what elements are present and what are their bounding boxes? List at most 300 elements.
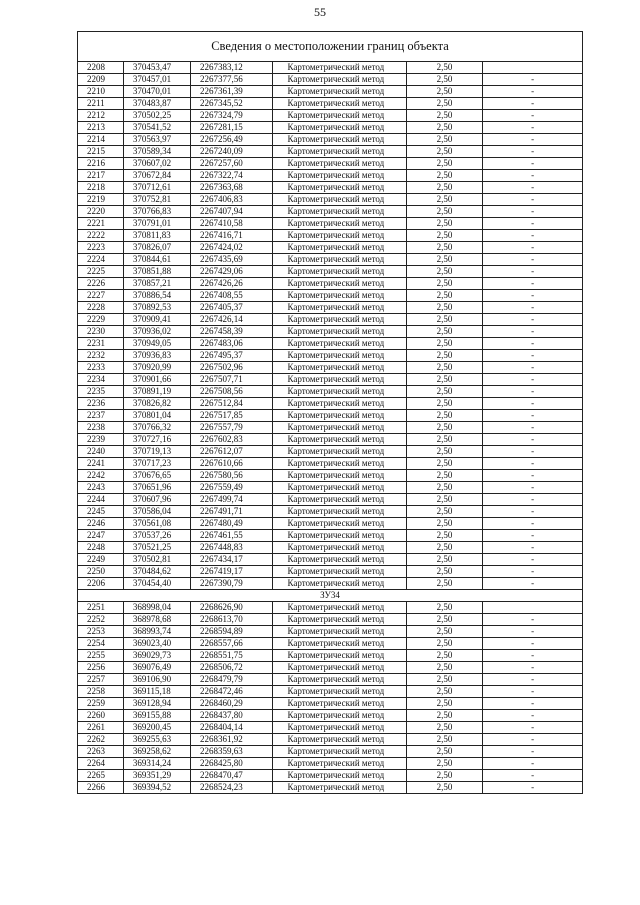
- precision-cell: 2,50: [406, 578, 482, 590]
- y-coordinate-cell: 2267322,74: [191, 170, 273, 182]
- y-coordinate-cell: 2267448,83: [191, 542, 273, 554]
- description-cell: -: [483, 98, 583, 110]
- table-row: [78, 146, 583, 158]
- table-row: [78, 86, 583, 98]
- point-number-cell: 2228: [78, 302, 124, 314]
- point-number-cell: 2263: [78, 746, 124, 758]
- point-number-cell: 2227: [78, 290, 124, 302]
- method-cell: Картометрический метод: [273, 62, 406, 74]
- x-coordinate-cell: 370537,26: [123, 530, 190, 542]
- y-coordinate-cell: 2267434,17: [191, 554, 273, 566]
- description-cell: -: [483, 782, 583, 794]
- x-coordinate-cell: 370920,99: [123, 362, 190, 374]
- point-number-cell: 2245: [78, 506, 124, 518]
- table-row: [78, 314, 583, 326]
- point-number-cell: 2217: [78, 170, 124, 182]
- precision-cell: 2,50: [406, 410, 482, 422]
- y-coordinate-cell: 2267610,66: [191, 458, 273, 470]
- table-row: [78, 386, 583, 398]
- y-coordinate-cell: 2267408,55: [191, 290, 273, 302]
- precision-cell: 2,50: [406, 338, 482, 350]
- x-coordinate-cell: 370936,02: [123, 326, 190, 338]
- table-row: [78, 662, 583, 674]
- method-cell: Картометрический метод: [273, 638, 406, 650]
- title-row: [78, 32, 583, 62]
- precision-cell: 2,50: [406, 614, 482, 626]
- method-cell: Картометрический метод: [273, 206, 406, 218]
- boundary-coordinates-table: [77, 31, 583, 794]
- y-coordinate-cell: 2268613,70: [191, 614, 273, 626]
- y-coordinate-cell: 2267499,74: [191, 494, 273, 506]
- description-cell: -: [483, 218, 583, 230]
- y-coordinate-cell: 2267390,79: [191, 578, 273, 590]
- y-coordinate-cell: 2267324,79: [191, 110, 273, 122]
- method-cell: Картометрический метод: [273, 362, 406, 374]
- description-cell: -: [483, 446, 583, 458]
- y-coordinate-cell: 2268594,89: [191, 626, 273, 638]
- x-coordinate-cell: 369155,88: [123, 710, 190, 722]
- x-coordinate-cell: 369076,49: [123, 662, 190, 674]
- table-row: [78, 722, 583, 734]
- y-coordinate-cell: 2267480,49: [191, 518, 273, 530]
- description-cell: -: [483, 506, 583, 518]
- description-cell: -: [483, 614, 583, 626]
- method-cell: Картометрический метод: [273, 530, 406, 542]
- table-row: [78, 254, 583, 266]
- precision-cell: 2,50: [406, 494, 482, 506]
- point-number-cell: 2206: [78, 578, 124, 590]
- table-row: [78, 338, 583, 350]
- description-cell: -: [483, 710, 583, 722]
- precision-cell: 2,50: [406, 746, 482, 758]
- x-coordinate-cell: 370676,65: [123, 470, 190, 482]
- x-coordinate-cell: 370901,66: [123, 374, 190, 386]
- description-cell: -: [483, 518, 583, 530]
- method-cell: Картометрический метод: [273, 518, 406, 530]
- description-cell: -: [483, 434, 583, 446]
- precision-cell: 2,50: [406, 98, 482, 110]
- method-cell: Картометрический метод: [273, 230, 406, 242]
- x-coordinate-cell: 370851,88: [123, 266, 190, 278]
- y-coordinate-cell: 2268404,14: [191, 722, 273, 734]
- table-row: [78, 446, 583, 458]
- x-coordinate-cell: 369115,18: [123, 686, 190, 698]
- method-cell: Картометрический метод: [273, 146, 406, 158]
- table-row: [78, 602, 583, 614]
- point-number-cell: 2262: [78, 734, 124, 746]
- precision-cell: 2,50: [406, 194, 482, 206]
- x-coordinate-cell: 370857,21: [123, 278, 190, 290]
- method-cell: Картометрический метод: [273, 278, 406, 290]
- method-cell: Картометрический метод: [273, 758, 406, 770]
- y-coordinate-cell: 2267458,39: [191, 326, 273, 338]
- table-row: [78, 506, 583, 518]
- table-row: [78, 218, 583, 230]
- point-number-cell: 2209: [78, 74, 124, 86]
- description-cell: -: [483, 194, 583, 206]
- description-cell: -: [483, 554, 583, 566]
- method-cell: Картометрический метод: [273, 350, 406, 362]
- point-number-cell: 2222: [78, 230, 124, 242]
- x-coordinate-cell: 370826,82: [123, 398, 190, 410]
- precision-cell: 2,50: [406, 458, 482, 470]
- point-number-cell: 2229: [78, 314, 124, 326]
- table-row: [78, 266, 583, 278]
- precision-cell: 2,50: [406, 170, 482, 182]
- y-coordinate-cell: 2268626,90: [191, 602, 273, 614]
- table-body: [78, 32, 583, 794]
- precision-cell: 2,50: [406, 362, 482, 374]
- precision-cell: 2,50: [406, 542, 482, 554]
- table-row: [78, 782, 583, 794]
- point-number-cell: 2244: [78, 494, 124, 506]
- point-number-cell: 2208: [78, 62, 124, 74]
- x-coordinate-cell: 370589,34: [123, 146, 190, 158]
- precision-cell: 2,50: [406, 662, 482, 674]
- x-coordinate-cell: 370766,83: [123, 206, 190, 218]
- description-cell: -: [483, 290, 583, 302]
- x-coordinate-cell: 370712,61: [123, 182, 190, 194]
- point-number-cell: 2239: [78, 434, 124, 446]
- x-coordinate-cell: 369200,45: [123, 722, 190, 734]
- y-coordinate-cell: 2267256,49: [191, 134, 273, 146]
- point-number-cell: 2265: [78, 770, 124, 782]
- point-number-cell: 2231: [78, 338, 124, 350]
- x-coordinate-cell: 370892,53: [123, 302, 190, 314]
- x-coordinate-cell: 370453,47: [123, 62, 190, 74]
- y-coordinate-cell: 2268425,80: [191, 758, 273, 770]
- description-cell: -: [483, 266, 583, 278]
- y-coordinate-cell: 2267602,83: [191, 434, 273, 446]
- point-number-cell: 2256: [78, 662, 124, 674]
- method-cell: Картометрический метод: [273, 554, 406, 566]
- x-coordinate-cell: 369255,63: [123, 734, 190, 746]
- x-coordinate-cell: 370826,07: [123, 242, 190, 254]
- description-cell: -: [483, 74, 583, 86]
- description-cell: -: [483, 422, 583, 434]
- description-cell: -: [483, 242, 583, 254]
- point-number-cell: 2261: [78, 722, 124, 734]
- precision-cell: 2,50: [406, 206, 482, 218]
- method-cell: Картометрический метод: [273, 74, 406, 86]
- precision-cell: 2,50: [406, 278, 482, 290]
- table-row: [78, 434, 583, 446]
- x-coordinate-cell: 370454,40: [123, 578, 190, 590]
- method-cell: Картометрический метод: [273, 770, 406, 782]
- x-coordinate-cell: 368993,74: [123, 626, 190, 638]
- point-number-cell: 2214: [78, 134, 124, 146]
- method-cell: Картометрический метод: [273, 86, 406, 98]
- precision-cell: 2,50: [406, 86, 482, 98]
- method-cell: Картометрический метод: [273, 338, 406, 350]
- point-number-cell: 2246: [78, 518, 124, 530]
- point-number-cell: 2264: [78, 758, 124, 770]
- table-row: [78, 482, 583, 494]
- table-row: [78, 158, 583, 170]
- precision-cell: 2,50: [406, 314, 482, 326]
- x-coordinate-cell: 370791,01: [123, 218, 190, 230]
- table-row: [78, 566, 583, 578]
- method-cell: Картометрический метод: [273, 698, 406, 710]
- description-cell: -: [483, 302, 583, 314]
- point-number-cell: 2212: [78, 110, 124, 122]
- point-number-cell: 2219: [78, 194, 124, 206]
- y-coordinate-cell: 2267383,12: [191, 62, 273, 74]
- precision-cell: 2,50: [406, 374, 482, 386]
- table-row: [78, 122, 583, 134]
- y-coordinate-cell: 2267281,15: [191, 122, 273, 134]
- x-coordinate-cell: 370717,23: [123, 458, 190, 470]
- x-coordinate-cell: 370844,61: [123, 254, 190, 266]
- precision-cell: 2,50: [406, 470, 482, 482]
- x-coordinate-cell: 370561,08: [123, 518, 190, 530]
- y-coordinate-cell: 2267461,55: [191, 530, 273, 542]
- table-row: [78, 110, 583, 122]
- description-cell: [483, 62, 583, 74]
- precision-cell: 2,50: [406, 734, 482, 746]
- y-coordinate-cell: 2267517,85: [191, 410, 273, 422]
- x-coordinate-cell: 370909,41: [123, 314, 190, 326]
- x-coordinate-cell: 370484,62: [123, 566, 190, 578]
- x-coordinate-cell: 370607,96: [123, 494, 190, 506]
- point-number-cell: 2223: [78, 242, 124, 254]
- method-cell: Картометрический метод: [273, 290, 406, 302]
- point-number-cell: 2230: [78, 326, 124, 338]
- description-cell: -: [483, 230, 583, 242]
- y-coordinate-cell: 2267557,79: [191, 422, 273, 434]
- table-row: [78, 278, 583, 290]
- precision-cell: 2,50: [406, 446, 482, 458]
- description-cell: -: [483, 278, 583, 290]
- x-coordinate-cell: 369128,94: [123, 698, 190, 710]
- x-coordinate-cell: 369029,73: [123, 650, 190, 662]
- table-row: [78, 98, 583, 110]
- table-row: [78, 290, 583, 302]
- precision-cell: 2,50: [406, 638, 482, 650]
- x-coordinate-cell: 368978,68: [123, 614, 190, 626]
- precision-cell: 2,50: [406, 422, 482, 434]
- x-coordinate-cell: 370483,87: [123, 98, 190, 110]
- precision-cell: 2,50: [406, 506, 482, 518]
- method-cell: Картометрический метод: [273, 110, 406, 122]
- description-cell: -: [483, 662, 583, 674]
- method-cell: Картометрический метод: [273, 302, 406, 314]
- description-cell: -: [483, 578, 583, 590]
- point-number-cell: 2238: [78, 422, 124, 434]
- y-coordinate-cell: 2267405,37: [191, 302, 273, 314]
- section-header-row: [78, 590, 583, 602]
- method-cell: Картометрический метод: [273, 410, 406, 422]
- method-cell: Картометрический метод: [273, 782, 406, 794]
- method-cell: Картометрический метод: [273, 218, 406, 230]
- y-coordinate-cell: 2267407,94: [191, 206, 273, 218]
- x-coordinate-cell: 369394,52: [123, 782, 190, 794]
- description-cell: -: [483, 350, 583, 362]
- method-cell: Картометрический метод: [273, 686, 406, 698]
- y-coordinate-cell: 2267429,06: [191, 266, 273, 278]
- description-cell: -: [483, 674, 583, 686]
- table-row: [78, 62, 583, 74]
- point-number-cell: 2211: [78, 98, 124, 110]
- point-number-cell: 2225: [78, 266, 124, 278]
- table-row: [78, 698, 583, 710]
- x-coordinate-cell: 370502,81: [123, 554, 190, 566]
- table-row: [78, 230, 583, 242]
- precision-cell: 2,50: [406, 110, 482, 122]
- table-row: [78, 614, 583, 626]
- y-coordinate-cell: 2267495,37: [191, 350, 273, 362]
- precision-cell: 2,50: [406, 302, 482, 314]
- point-number-cell: 2237: [78, 410, 124, 422]
- y-coordinate-cell: 2268479,79: [191, 674, 273, 686]
- method-cell: Картометрический метод: [273, 494, 406, 506]
- y-coordinate-cell: 2267612,07: [191, 446, 273, 458]
- table-row: [78, 374, 583, 386]
- y-coordinate-cell: 2267435,69: [191, 254, 273, 266]
- point-number-cell: 2235: [78, 386, 124, 398]
- description-cell: -: [483, 134, 583, 146]
- y-coordinate-cell: 2268470,47: [191, 770, 273, 782]
- precision-cell: 2,50: [406, 434, 482, 446]
- point-number-cell: 2247: [78, 530, 124, 542]
- table-row: [78, 206, 583, 218]
- table-row: [78, 746, 583, 758]
- description-cell: -: [483, 158, 583, 170]
- point-number-cell: 2258: [78, 686, 124, 698]
- table-row: [78, 422, 583, 434]
- precision-cell: 2,50: [406, 74, 482, 86]
- point-number-cell: 2243: [78, 482, 124, 494]
- precision-cell: 2,50: [406, 770, 482, 782]
- table-row: [78, 302, 583, 314]
- method-cell: Картометрический метод: [273, 542, 406, 554]
- x-coordinate-cell: 370719,13: [123, 446, 190, 458]
- y-coordinate-cell: 2268361,92: [191, 734, 273, 746]
- x-coordinate-cell: 369023,40: [123, 638, 190, 650]
- point-number-cell: 2233: [78, 362, 124, 374]
- method-cell: Картометрический метод: [273, 266, 406, 278]
- table-row: [78, 650, 583, 662]
- x-coordinate-cell: 370521,25: [123, 542, 190, 554]
- table-row: [78, 170, 583, 182]
- method-cell: Картометрический метод: [273, 566, 406, 578]
- x-coordinate-cell: 370936,83: [123, 350, 190, 362]
- description-cell: -: [483, 326, 583, 338]
- method-cell: Картометрический метод: [273, 482, 406, 494]
- x-coordinate-cell: 370886,54: [123, 290, 190, 302]
- description-cell: -: [483, 362, 583, 374]
- y-coordinate-cell: 2267502,96: [191, 362, 273, 374]
- description-cell: -: [483, 398, 583, 410]
- description-cell: -: [483, 470, 583, 482]
- precision-cell: 2,50: [406, 290, 482, 302]
- description-cell: -: [483, 86, 583, 98]
- x-coordinate-cell: 370727,16: [123, 434, 190, 446]
- method-cell: Картометрический метод: [273, 314, 406, 326]
- method-cell: Картометрический метод: [273, 710, 406, 722]
- y-coordinate-cell: 2267491,71: [191, 506, 273, 518]
- description-cell: [483, 602, 583, 614]
- table-row: [78, 674, 583, 686]
- method-cell: Картометрический метод: [273, 182, 406, 194]
- y-coordinate-cell: 2268551,75: [191, 650, 273, 662]
- y-coordinate-cell: 2267416,71: [191, 230, 273, 242]
- point-number-cell: 2253: [78, 626, 124, 638]
- y-coordinate-cell: 2267419,17: [191, 566, 273, 578]
- table-row: [78, 74, 583, 86]
- x-coordinate-cell: 370891,19: [123, 386, 190, 398]
- precision-cell: 2,50: [406, 266, 482, 278]
- precision-cell: 2,50: [406, 326, 482, 338]
- x-coordinate-cell: 370563,97: [123, 134, 190, 146]
- precision-cell: 2,50: [406, 230, 482, 242]
- method-cell: Картометрический метод: [273, 434, 406, 446]
- method-cell: Картометрический метод: [273, 398, 406, 410]
- table-row: [78, 710, 583, 722]
- table-row: [78, 194, 583, 206]
- x-coordinate-cell: 368998,04: [123, 602, 190, 614]
- point-number-cell: 2260: [78, 710, 124, 722]
- table-row: [78, 242, 583, 254]
- x-coordinate-cell: 370949,05: [123, 338, 190, 350]
- point-number-cell: 2252: [78, 614, 124, 626]
- precision-cell: 2,50: [406, 602, 482, 614]
- precision-cell: 2,50: [406, 482, 482, 494]
- description-cell: -: [483, 170, 583, 182]
- x-coordinate-cell: 370766,32: [123, 422, 190, 434]
- precision-cell: 2,50: [406, 554, 482, 566]
- description-cell: -: [483, 386, 583, 398]
- precision-cell: 2,50: [406, 674, 482, 686]
- precision-cell: 2,50: [406, 686, 482, 698]
- method-cell: Картометрический метод: [273, 194, 406, 206]
- point-number-cell: 2259: [78, 698, 124, 710]
- point-number-cell: 2210: [78, 86, 124, 98]
- precision-cell: 2,50: [406, 650, 482, 662]
- y-coordinate-cell: 2267508,56: [191, 386, 273, 398]
- description-cell: -: [483, 686, 583, 698]
- precision-cell: 2,50: [406, 146, 482, 158]
- y-coordinate-cell: 2267483,06: [191, 338, 273, 350]
- y-coordinate-cell: 2267361,39: [191, 86, 273, 98]
- table-row: [78, 770, 583, 782]
- y-coordinate-cell: 2268506,72: [191, 662, 273, 674]
- point-number-cell: 2241: [78, 458, 124, 470]
- y-coordinate-cell: 2268557,66: [191, 638, 273, 650]
- method-cell: Картометрический метод: [273, 254, 406, 266]
- method-cell: Картометрический метод: [273, 650, 406, 662]
- precision-cell: 2,50: [406, 530, 482, 542]
- table-row: [78, 758, 583, 770]
- table-row: [78, 554, 583, 566]
- description-cell: -: [483, 110, 583, 122]
- method-cell: Картометрический метод: [273, 242, 406, 254]
- description-cell: -: [483, 254, 583, 266]
- method-cell: Картометрический метод: [273, 614, 406, 626]
- method-cell: Картометрический метод: [273, 446, 406, 458]
- table-row: [78, 626, 583, 638]
- precision-cell: 2,50: [406, 398, 482, 410]
- y-coordinate-cell: 2267512,84: [191, 398, 273, 410]
- description-cell: -: [483, 374, 583, 386]
- y-coordinate-cell: 2267345,52: [191, 98, 273, 110]
- precision-cell: 2,50: [406, 134, 482, 146]
- method-cell: Картометрический метод: [273, 122, 406, 134]
- description-cell: -: [483, 482, 583, 494]
- y-coordinate-cell: 2267363,68: [191, 182, 273, 194]
- section-label: ЗУ34: [78, 590, 583, 602]
- point-number-cell: 2250: [78, 566, 124, 578]
